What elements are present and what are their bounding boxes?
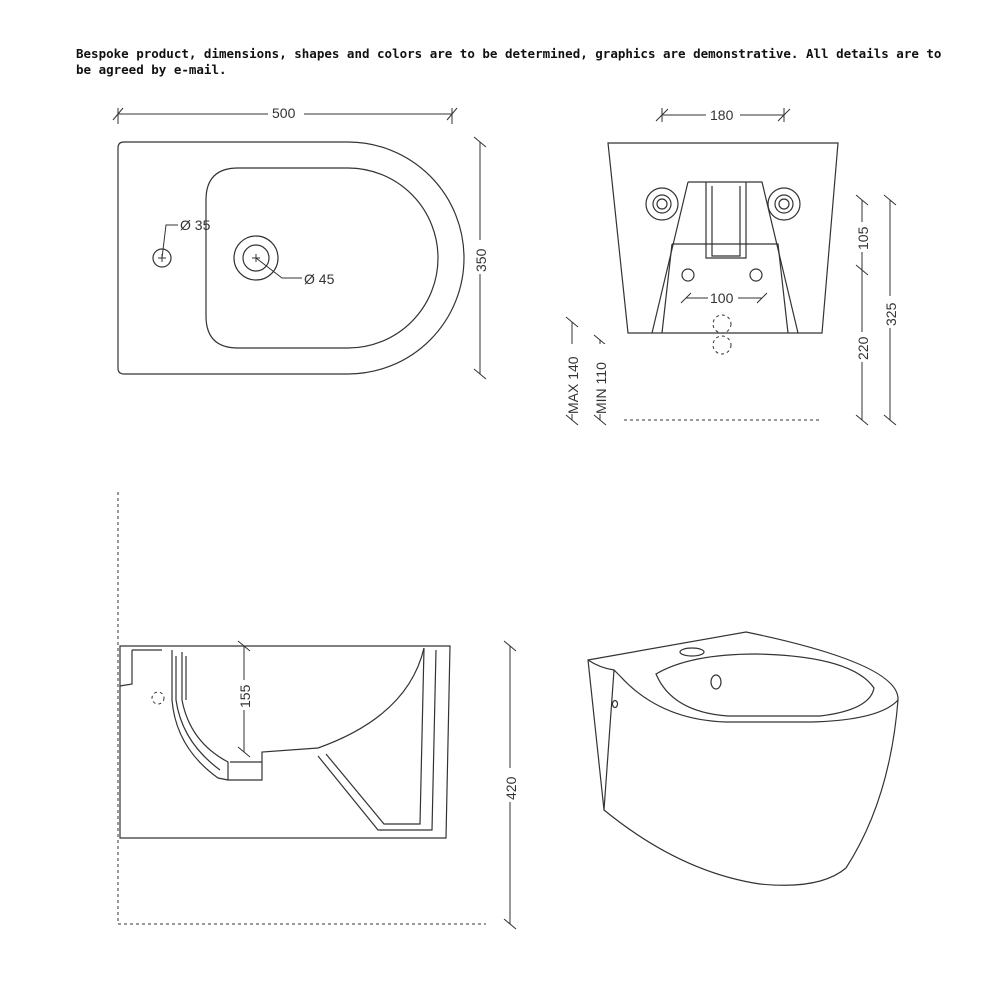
total-height-dimension: 325 [883,302,899,326]
right-fixing-hole [750,269,762,281]
min-height-label: MIN 110 [593,362,609,414]
hole-spacing-dimension: 100 [710,290,734,306]
height-dimension: 420 [503,776,519,800]
top-view-outline [118,142,464,374]
top-view [113,104,490,379]
drain-hole-label: Ø 45 [304,271,335,287]
drain-outline-upper [713,315,731,333]
perspective-view [588,632,898,885]
perspective-drain [711,675,721,689]
side-view-outline [120,646,450,838]
right-bolt-outer [768,188,800,220]
max-height-label: MAX 140 [565,356,581,414]
left-bolt-outer [646,188,678,220]
bracket-width-dimension: 180 [710,107,734,123]
drain-outline-lower [713,336,731,354]
small-hole-label: Ø 35 [180,217,211,233]
bowl-profile [182,648,424,780]
left-fixing-hole [682,269,694,281]
bowl-depth-dimension: 155 [237,684,253,708]
disclaimer-note: Bespoke product, dimensions, shapes and colors are to be determined, graphics are demonstrative. All details are to be agreed by e-mail. [76,46,942,77]
upper-height-dimension: 105 [855,226,871,250]
perspective-bowl [656,654,874,716]
rear-view [562,106,900,425]
perspective-side-hole [613,701,618,708]
side-inlet-hole [152,692,164,704]
top-view-bowl [206,168,438,348]
width-dimension: 500 [272,105,296,121]
perspective-tap-hole [680,648,704,656]
depth-dimension: 350 [473,248,489,272]
lower-height-dimension: 220 [855,336,871,360]
side-view [118,492,520,929]
